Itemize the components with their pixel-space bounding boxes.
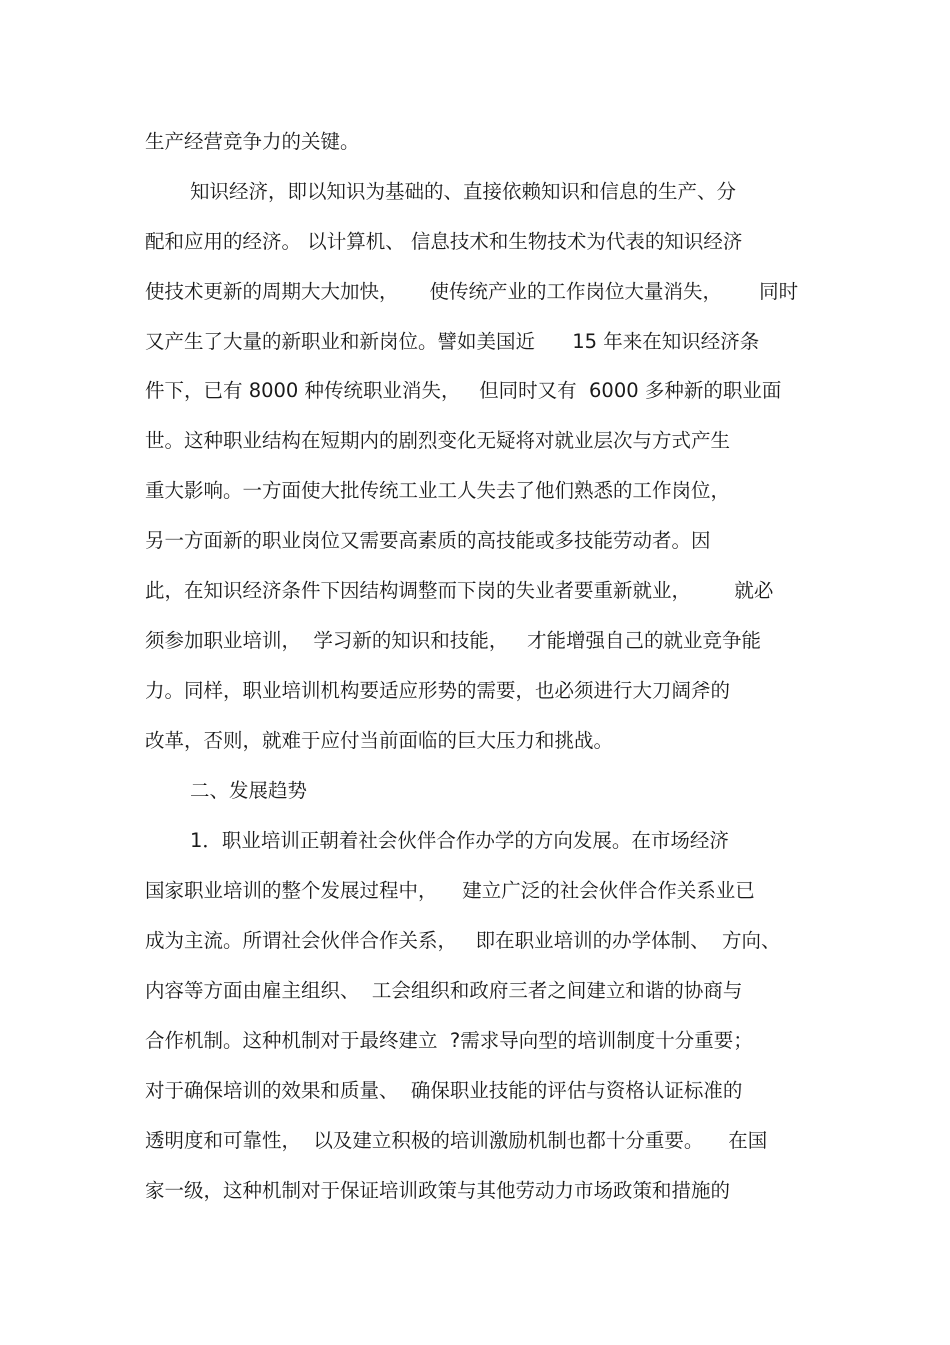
text-line: 世。这种职业结构在短期内的剧烈变化无疑将对就业层次与方式产生 [145, 429, 731, 452]
text-line: 又产生了大量的新职业和新岗位。譬如美国近 15 年来在知识经济条 [145, 330, 760, 353]
text-line: 成为主流。所谓社会伙伴合作关系， 即在职业培训的办学体制、 方向、 [145, 929, 781, 952]
text-line: 此，在知识经济条件下因结构调整而下岗的失业者要重新就业， 就必 [145, 579, 774, 602]
text-line: 对于确保培训的效果和质量、 确保职业技能的评估与资格认证标准的 [145, 1079, 743, 1102]
text-line: 生产经营竞争力的关键。 [145, 130, 360, 153]
text-line: 力。同样，职业培训机构要适应形势的需要，也必须进行大刀阔斧的 [145, 679, 731, 702]
text-line: 件下，已有 8000 种传统职业消失， 但同时又有 6000 多种新的职业面 [145, 379, 782, 402]
text-line: 另一方面新的职业岗位又需要高素质的高技能或多技能劳动者。因 [145, 529, 711, 552]
text-line: 透明度和可靠性， 以及建立积极的培训激励机制也都十分重要。 在国 [145, 1129, 768, 1152]
text-line: 内容等方面由雇主组织、 工会组织和政府三者之间建立和谐的协商与 [145, 979, 743, 1002]
text-line: 使技术更新的周期大大加快， 使传统产业的工作岗位大量消失， 同时 [145, 280, 799, 303]
text-line: 重大影响。一方面使大批传统工业工人失去了他们熟悉的工作岗位， [145, 479, 731, 502]
text-line: 合作机制。这种机制对于最终建立 ?需求导向型的培训制度十分重要； [145, 1029, 753, 1052]
text-line: 配和应用的经济。 以计算机、 信息技术和生物技术为代表的知识经济 [145, 230, 743, 253]
text-line: 须参加职业培训， 学习新的知识和技能， 才能增强自己的就业竞争能 [145, 629, 761, 652]
text-line: 改革，否则，就难于应付当前面临的巨大压力和挑战。 [145, 729, 614, 752]
text-line: 1．职业培训正朝着社会伙伴合作办学的方向发展。在市场经济 [190, 829, 729, 852]
text-line: 知识经济，即以知识为基础的、直接依赖知识和信息的生产、分 [190, 180, 737, 203]
text-line: 国家职业培训的整个发展过程中， 建立广泛的社会伙伴合作关系业已 [145, 879, 755, 902]
section-heading: 二、发展趋势 [190, 779, 308, 802]
text-line: 家一级，这种机制对于保证培训政策与其他劳动力市场政策和措施的 [145, 1179, 731, 1202]
